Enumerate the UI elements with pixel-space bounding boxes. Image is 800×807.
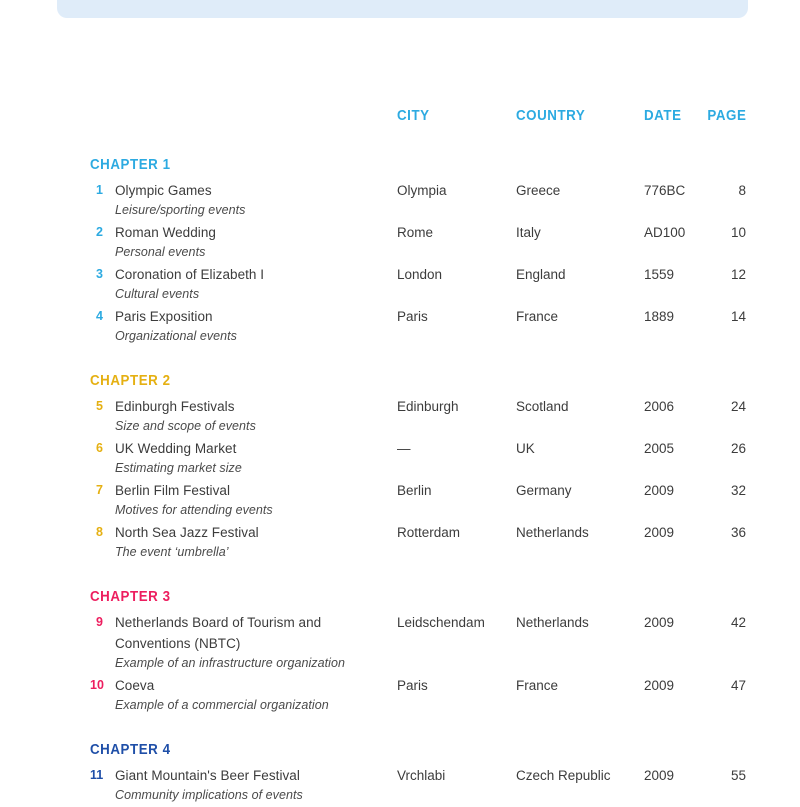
column-header-city: CITY xyxy=(397,108,430,124)
entry-title xyxy=(115,675,385,715)
entry-number: 10 xyxy=(90,678,104,692)
entry-page: 24 xyxy=(730,399,746,414)
entry-country: France xyxy=(516,678,559,693)
entry-page: 55 xyxy=(730,768,746,783)
toc-entry[interactable] xyxy=(90,765,746,807)
toc-entry[interactable] xyxy=(90,180,746,222)
entry-page: 26 xyxy=(730,441,746,456)
entry-title-text: Paris Exposition xyxy=(115,309,213,324)
entry-date: 2009 xyxy=(644,525,675,540)
entry-title xyxy=(115,306,385,346)
entry-title-text: Coeva xyxy=(115,678,155,693)
entry-page: 12 xyxy=(730,267,746,282)
entry-date: 2005 xyxy=(644,441,675,456)
entry-subtitle: Cultural events xyxy=(115,287,200,301)
entry-subtitle: Organizational events xyxy=(115,329,237,343)
entry-country: England xyxy=(516,267,566,282)
entry-number: 3 xyxy=(96,267,103,281)
entry-page: 10 xyxy=(730,225,746,240)
entry-title xyxy=(115,180,385,220)
column-header-row xyxy=(90,108,746,142)
column-header-country: COUNTRY xyxy=(516,108,586,124)
toc-entry[interactable] xyxy=(90,222,746,264)
entry-date: 2009 xyxy=(644,483,675,498)
entry-city: Paris xyxy=(397,309,428,324)
toc-entry[interactable] xyxy=(90,264,746,306)
entry-title xyxy=(115,612,385,673)
entry-title xyxy=(115,264,385,304)
toc-entry[interactable] xyxy=(90,438,746,480)
column-header-date: DATE xyxy=(644,108,682,124)
chapter-heading[interactable]: CHAPTER 1 xyxy=(90,157,171,173)
entry-page: 42 xyxy=(730,615,746,630)
entry-date: 1559 xyxy=(644,267,675,282)
chapter-heading[interactable]: CHAPTER 2 xyxy=(90,373,171,389)
chapter-list xyxy=(90,156,746,807)
entry-title-text: Giant Mountain's Beer Festival xyxy=(115,768,300,783)
entry-city: Edinburgh xyxy=(397,399,459,414)
entry-country: Greece xyxy=(516,183,561,198)
toc-entry[interactable] xyxy=(90,480,746,522)
entry-number: 4 xyxy=(96,309,103,323)
entry-country: Czech Republic xyxy=(516,768,611,783)
entry-subtitle: Estimating market size xyxy=(115,461,242,475)
entry-title-text: Coronation of Elizabeth I xyxy=(115,267,265,282)
entry-date: 2009 xyxy=(644,768,675,783)
entry-title-text: Netherlands Board of Tourism and Conventions (NBTC) xyxy=(115,615,322,651)
entry-title-text: Berlin Film Festival xyxy=(115,483,231,498)
entry-title-text: North Sea Jazz Festival xyxy=(115,525,259,540)
chapter-block xyxy=(90,156,746,348)
entry-number: 7 xyxy=(96,483,103,497)
entry-title xyxy=(115,438,385,478)
entry-number: 9 xyxy=(96,615,103,629)
entry-number: 1 xyxy=(96,183,103,197)
chapter-heading[interactable]: CHAPTER 4 xyxy=(90,742,171,758)
entry-country: Netherlands xyxy=(516,615,589,630)
entry-subtitle: The event ‘umbrella’ xyxy=(115,545,229,559)
entry-date: 2006 xyxy=(644,399,675,414)
entry-title xyxy=(115,765,385,805)
entry-subtitle: Size and scope of events xyxy=(115,419,256,433)
entry-subtitle: Community implications of events xyxy=(115,788,303,802)
entry-city: Vrchlabi xyxy=(397,768,446,783)
entry-number: 11 xyxy=(90,768,104,782)
entry-page: 32 xyxy=(730,483,746,498)
entry-city: Berlin xyxy=(397,483,432,498)
toc-entry[interactable] xyxy=(90,306,746,348)
entry-title xyxy=(115,480,385,520)
entry-country: Italy xyxy=(516,225,541,240)
entry-title xyxy=(115,522,385,562)
entry-city: Rome xyxy=(397,225,434,240)
entry-subtitle: Example of an infrastructure organization xyxy=(115,656,345,670)
chapter-heading[interactable]: CHAPTER 3 xyxy=(90,589,171,605)
entry-title-text: Olympic Games xyxy=(115,183,212,198)
entry-title-text: Roman Wedding xyxy=(115,225,216,240)
entry-number: 2 xyxy=(96,225,103,239)
entry-city: — xyxy=(397,441,411,456)
entry-country: Scotland xyxy=(516,399,569,414)
toc-entry[interactable] xyxy=(90,612,746,675)
entry-number: 6 xyxy=(96,441,103,455)
entry-title-text: UK Wedding Market xyxy=(115,441,237,456)
toc-entry[interactable] xyxy=(90,522,746,564)
entry-subtitle: Leisure/sporting events xyxy=(115,203,246,217)
entry-subtitle: Personal events xyxy=(115,245,206,259)
entry-page: 36 xyxy=(730,525,746,540)
entry-date: AD100 xyxy=(644,225,686,240)
entry-number: 5 xyxy=(96,399,103,413)
entry-city: Paris xyxy=(397,678,428,693)
entry-title-text: Edinburgh Festivals xyxy=(115,399,235,414)
entry-city: Rotterdam xyxy=(397,525,461,540)
entry-page: 14 xyxy=(730,309,746,324)
entry-date: 2009 xyxy=(644,678,675,693)
entry-city: Leidschendam xyxy=(397,615,485,630)
entry-page: 47 xyxy=(730,678,746,693)
entry-city: London xyxy=(397,267,443,282)
column-header-page: PAGE xyxy=(706,108,746,124)
entry-date: 2009 xyxy=(644,615,675,630)
chapter-block xyxy=(90,372,746,564)
entry-country: Netherlands xyxy=(516,525,589,540)
entry-date: 776BC xyxy=(644,183,686,198)
top-decorative-bar xyxy=(57,0,748,18)
entry-subtitle: Example of a commercial organization xyxy=(115,698,329,712)
entry-country: France xyxy=(516,309,559,324)
toc-entry[interactable] xyxy=(90,396,746,438)
toc-entry[interactable] xyxy=(90,675,746,717)
entry-country: Germany xyxy=(516,483,572,498)
chapter-block xyxy=(90,741,746,807)
table-of-contents xyxy=(90,108,746,807)
entry-city: Olympia xyxy=(397,183,447,198)
entry-title xyxy=(115,222,385,262)
entry-country: UK xyxy=(516,441,535,456)
entry-page: 8 xyxy=(738,183,746,198)
entry-date: 1889 xyxy=(644,309,675,324)
entry-number: 8 xyxy=(96,525,103,539)
chapter-block xyxy=(90,588,746,717)
entry-title xyxy=(115,396,385,436)
entry-subtitle: Motives for attending events xyxy=(115,503,273,517)
